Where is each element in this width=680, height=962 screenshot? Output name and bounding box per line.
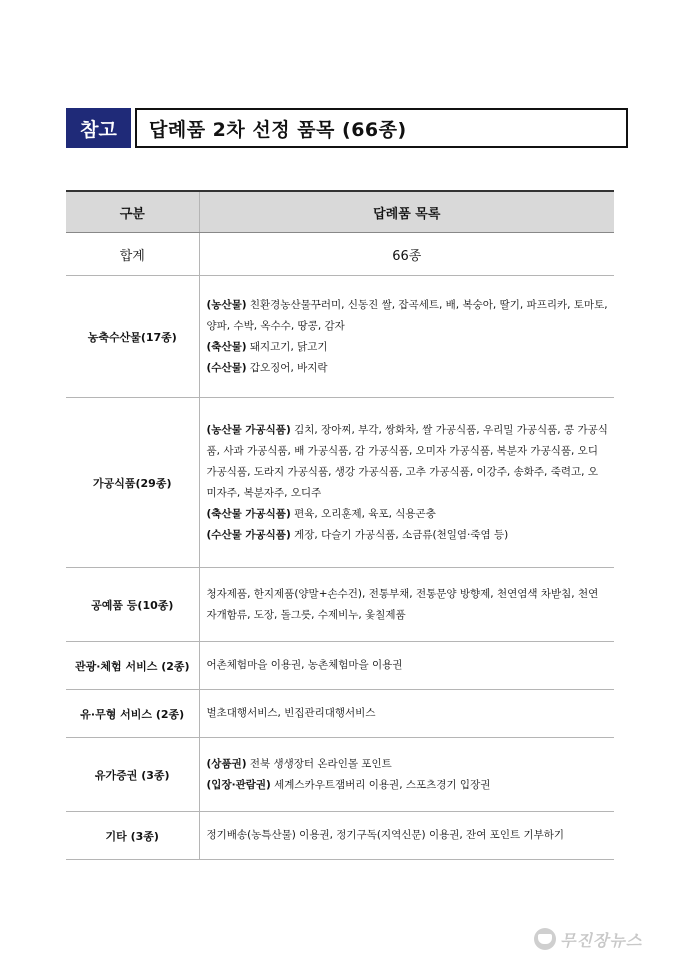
item-text: 김치, 장아찌, 부각, 쌍화차, 쌀 가공식품, 우리밀 가공식품, 콩 가공식품, 사과 가공식품, 배 가공식품, 감 가공식품, 오미자 가공식품, 복분자 가공식품, 오디 가공식품, 도라지 가공식품, 생강 가공식품, 고추 가공식품, 이강주, 송화주, 죽력고, 오미자주, 복분자주, 오디주 — [206, 423, 608, 499]
item-subcategory: (축산물) — [206, 340, 247, 353]
item-subcategory: (상품권) — [206, 757, 247, 770]
item-text: 세계스카우트잼버리 이용권, 스포츠경기 입장권 — [270, 778, 491, 791]
item-line — [207, 504, 609, 525]
item-line — [207, 358, 609, 379]
item-text: 청자제품, 한지제품(양말+손수건), 전통부채, 전통문양 방향제, 천연염색 차받침, 천연자개함류, 도장, 돌그릇, 수제비누, 옻칠제품 — [206, 587, 599, 621]
item-line — [207, 825, 609, 846]
item-subcategory: (농산물) — [206, 298, 247, 311]
item-text: 전북 생생장터 온라인몰 포인트 — [246, 757, 392, 770]
items-cell — [199, 568, 614, 642]
total-label: 합계 — [66, 233, 199, 276]
table-row — [66, 690, 614, 738]
item-line — [207, 655, 609, 676]
category-cell: 농축수산물(17종) — [66, 276, 199, 398]
table-row — [66, 738, 614, 812]
item-line — [207, 337, 609, 358]
item-line — [207, 775, 609, 796]
table-row — [66, 812, 614, 860]
total-value: 66종 — [199, 233, 614, 276]
item-line — [207, 420, 609, 504]
item-text: 친환경농산물꾸러미, 신동진 쌀, 잡곡세트, 배, 복숭아, 딸기, 파프리카, 토마토, 양파, 수박, 옥수수, 땅콩, 감자 — [206, 298, 608, 332]
table-row — [66, 276, 614, 398]
items-cell — [199, 398, 614, 568]
section-heading — [66, 108, 616, 148]
category-cell: 기타 (3종) — [66, 812, 199, 860]
category-cell: 관광·체험 서비스 (2종) — [66, 642, 199, 690]
item-subcategory: (수산물 가공식품) — [206, 528, 291, 541]
reference-tag: 참고 — [66, 108, 131, 148]
item-line — [207, 525, 609, 546]
item-subcategory: (수산물) — [206, 361, 247, 374]
category-cell: 유가증권 (3종) — [66, 738, 199, 812]
item-text: 정기배송(농특산물) 이용권, 정기구독(지역신문) 이용권, 잔여 포인트 기부하기 — [206, 829, 565, 841]
table-header-row — [66, 191, 614, 233]
items-cell — [199, 812, 614, 860]
item-subcategory: (입장·관람권) — [206, 778, 271, 791]
table-row — [66, 568, 614, 642]
page-title: 답례품 2차 선정 품목 (66종) — [135, 108, 628, 148]
item-text: 돼지고기, 닭고기 — [246, 340, 328, 353]
gift-list-table — [66, 190, 614, 860]
items-cell — [199, 738, 614, 812]
items-cell — [199, 276, 614, 398]
newspaper-logo-icon — [534, 928, 556, 950]
item-line — [207, 584, 609, 626]
items-cell — [199, 690, 614, 738]
header-items: 답례품 목록 — [199, 191, 614, 233]
category-cell: 유·무형 서비스 (2종) — [66, 690, 199, 738]
items-cell — [199, 642, 614, 690]
item-line — [207, 754, 609, 775]
item-line — [207, 703, 609, 724]
watermark — [534, 924, 670, 954]
watermark-text: 무진장뉴스 — [560, 930, 643, 950]
table-row — [66, 642, 614, 690]
category-cell: 공예품 등(10종) — [66, 568, 199, 642]
item-line — [207, 295, 609, 337]
item-subcategory: (농산물 가공식품) — [206, 423, 291, 436]
item-subcategory: (축산물 가공식품) — [206, 507, 291, 520]
item-text: 벌초대행서비스, 빈집관리대행서비스 — [206, 707, 376, 719]
item-text: 어촌체험마을 이용권, 농촌체험마을 이용권 — [206, 659, 403, 671]
item-text: 게장, 다슬기 가공식품, 소금류(천일염·죽염 등) — [290, 528, 509, 541]
table-row — [66, 398, 614, 568]
item-text: 갑오징어, 바지락 — [246, 361, 328, 374]
header-category: 구분 — [66, 191, 199, 233]
category-cell: 가공식품(29종) — [66, 398, 199, 568]
total-row — [66, 233, 614, 276]
item-text: 편육, 오리훈제, 육포, 식용곤충 — [290, 507, 436, 520]
